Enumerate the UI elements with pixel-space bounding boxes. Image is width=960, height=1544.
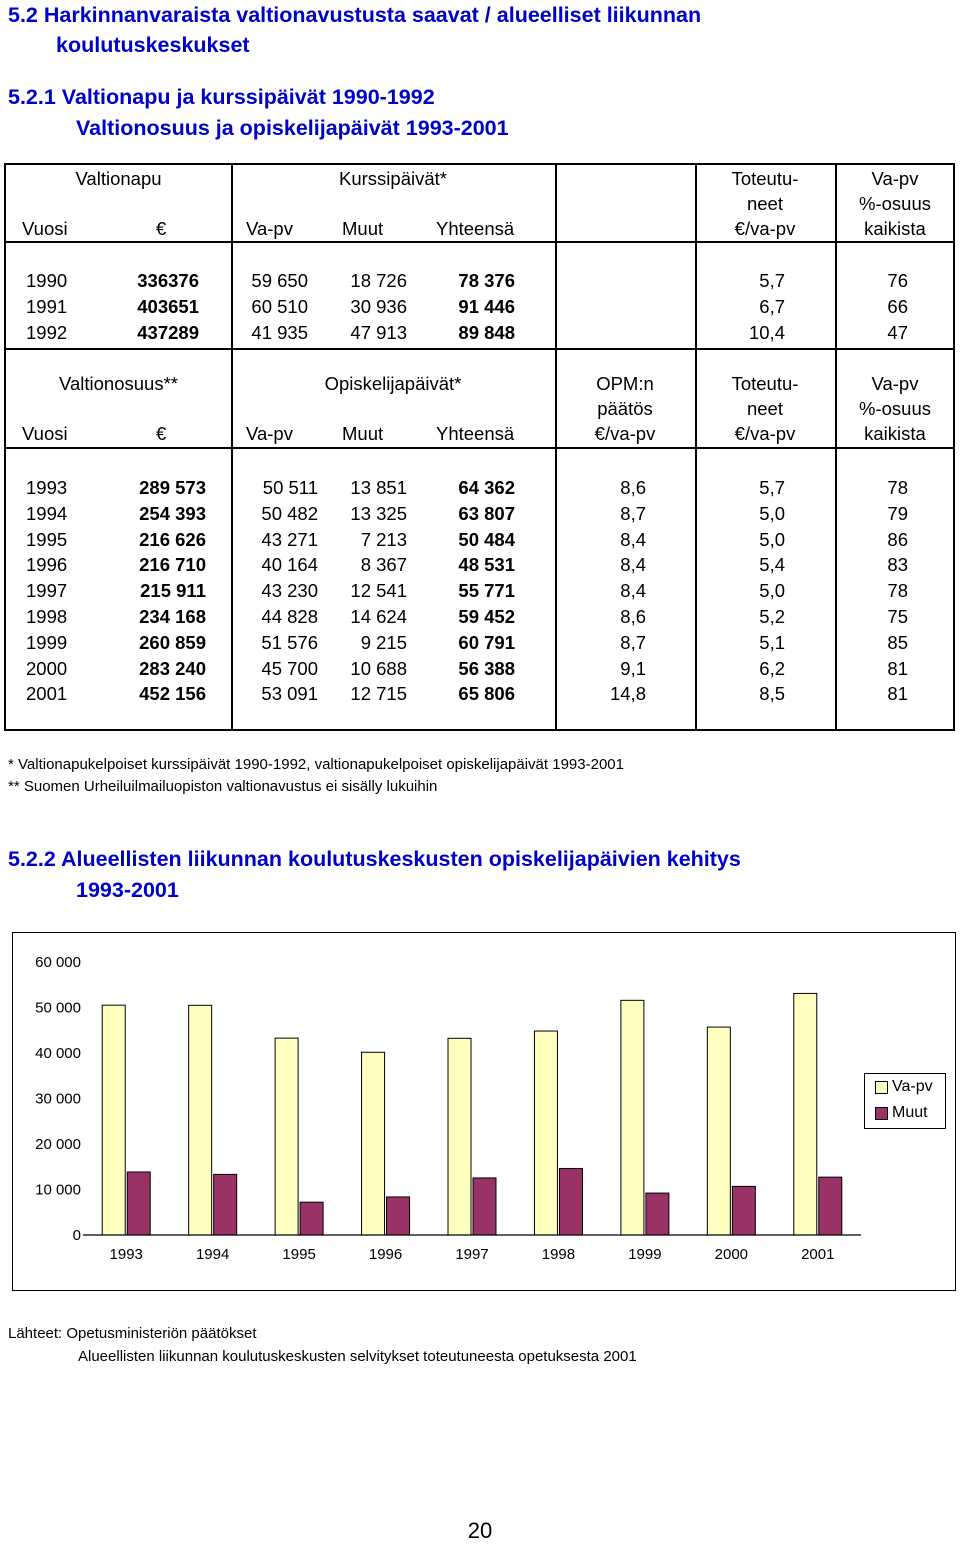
cell-pct: 85 bbox=[887, 631, 908, 653]
cell-opm: 8,6 bbox=[620, 477, 646, 498]
x-tick-label: 2000 bbox=[714, 1246, 749, 1263]
bar-va-pv bbox=[794, 993, 817, 1235]
cell-pct: 78 bbox=[887, 477, 908, 498]
col-group-header: Valtionosuus** bbox=[59, 373, 178, 394]
bar-muut bbox=[646, 1193, 669, 1235]
x-tick-label: 1999 bbox=[628, 1246, 662, 1263]
cell-year: 1992 bbox=[26, 322, 68, 343]
col-group-header: %-osuus bbox=[859, 398, 931, 419]
y-tick-label: 10 000 bbox=[35, 1181, 81, 1199]
cell-euro: 336376 bbox=[137, 270, 199, 291]
cell-pct: 47 bbox=[887, 322, 908, 343]
cell-pct: 83 bbox=[887, 554, 908, 576]
cell-muut: 18 726 bbox=[350, 270, 407, 291]
cell-euro: 452 156 bbox=[139, 683, 206, 705]
col-group-header: päätös bbox=[597, 398, 653, 419]
col-group-header: Toteutu- bbox=[731, 373, 799, 394]
subsection-heading-line2: Valtionosuus ja opiskelijapäivät 1993-2001 bbox=[76, 116, 509, 140]
col-group-header: Va-pv bbox=[871, 373, 919, 394]
cell-year: 1990 bbox=[26, 270, 68, 291]
col-group-header: Toteutu- bbox=[731, 168, 799, 189]
legend-swatch bbox=[875, 1081, 888, 1094]
cell-pct: 79 bbox=[887, 502, 908, 524]
bar-muut bbox=[300, 1202, 323, 1235]
col-header: € bbox=[156, 423, 167, 444]
legend-label: Muut bbox=[892, 1104, 928, 1121]
cell-muut: 8 367 bbox=[360, 554, 407, 576]
cell-opm: 8,7 bbox=[620, 631, 646, 653]
cell-yhteensa: 63 807 bbox=[458, 502, 515, 524]
bar-va-pv bbox=[189, 1005, 212, 1235]
cell-vapv: 43 230 bbox=[261, 580, 318, 602]
bar-muut bbox=[214, 1174, 237, 1235]
col-group-header: Opiskelijapäivät* bbox=[324, 373, 462, 394]
col-header: Yhteensä bbox=[436, 218, 515, 239]
cell-vapv: 40 164 bbox=[261, 554, 318, 576]
cell-muut: 14 624 bbox=[350, 606, 407, 627]
cell-vapv: 50 511 bbox=[262, 477, 318, 498]
cell-euro: 234 168 bbox=[139, 606, 206, 627]
cell-toteutuneet: 8,5 bbox=[759, 683, 785, 705]
cell-pct: 66 bbox=[887, 296, 908, 317]
cell-year: 1991 bbox=[26, 296, 68, 317]
col-group-header: neet bbox=[746, 193, 783, 214]
cell-muut: 30 936 bbox=[350, 296, 407, 317]
cell-muut: 13 325 bbox=[350, 502, 407, 524]
cell-yhteensa: 55 771 bbox=[458, 580, 515, 602]
sources-line2: Alueellisten liikunnan koulutuskeskusten selvitykset toteutuneesta opetuksesta 2001 bbox=[78, 1348, 637, 1365]
col-group-header: €/va-pv bbox=[734, 218, 796, 239]
col-header: Yhteensä bbox=[436, 423, 515, 444]
bar-va-pv bbox=[621, 1000, 644, 1235]
data-table bbox=[4, 163, 955, 731]
cell-vapv: 53 091 bbox=[261, 683, 318, 705]
cell-toteutuneet: 5,0 bbox=[759, 502, 785, 524]
subsection-heading bbox=[8, 82, 509, 144]
cell-toteutuneet: 5,1 bbox=[759, 631, 785, 653]
cell-euro: 289 573 bbox=[139, 477, 206, 498]
cell-yhteensa: 59 452 bbox=[458, 606, 515, 627]
col-group-header: €/va-pv bbox=[594, 423, 656, 444]
cell-opm: 8,6 bbox=[620, 606, 646, 627]
cell-vapv: 59 650 bbox=[251, 270, 308, 291]
cell-toteutuneet: 10,4 bbox=[748, 322, 785, 343]
cell-muut: 12 541 bbox=[350, 580, 407, 602]
cell-yhteensa: 64 362 bbox=[458, 477, 515, 498]
cell-euro: 403651 bbox=[137, 296, 199, 317]
subsection-heading-line1: 5.2.1 Valtionapu ja kurssipäivät 1990-1992 bbox=[8, 85, 435, 109]
x-tick-label: 2001 bbox=[801, 1246, 835, 1263]
section-heading-line2: koulutuskeskukset bbox=[56, 33, 250, 57]
col-group-header: neet bbox=[746, 398, 783, 419]
sources bbox=[8, 1322, 637, 1368]
col-group-header: %-osuus bbox=[859, 193, 931, 214]
col-group-header: Va-pv bbox=[871, 168, 919, 189]
cell-pct: 81 bbox=[887, 657, 908, 679]
col-header: Va-pv bbox=[246, 423, 293, 444]
cell-toteutuneet: 5,0 bbox=[759, 580, 785, 602]
chart-heading-line1: 5.2.2 Alueellisten liikunnan koulutuskeskusten opiskelijapäivien kehitys bbox=[8, 847, 741, 871]
cell-euro: 437289 bbox=[137, 322, 199, 343]
cell-toteutuneet: 6,7 bbox=[759, 296, 785, 317]
col-header: Vuosi bbox=[22, 423, 68, 444]
col-header: Va-pv bbox=[246, 218, 293, 239]
cell-toteutuneet: 6,2 bbox=[759, 657, 785, 679]
cell-pct: 75 bbox=[887, 606, 908, 627]
cell-opm: 8,4 bbox=[620, 554, 646, 576]
cell-pct: 76 bbox=[887, 270, 908, 291]
cell-toteutuneet: 5,7 bbox=[759, 477, 785, 498]
cell-muut: 12 715 bbox=[350, 683, 407, 705]
table-divider bbox=[6, 447, 953, 449]
cell-vapv: 45 700 bbox=[261, 657, 318, 679]
cell-yhteensa: 60 791 bbox=[458, 631, 515, 653]
section-heading-line1: 5.2 Harkinnanvaraista valtionavustusta saavat / alueelliset liikunnan bbox=[8, 3, 702, 27]
cell-euro: 216 626 bbox=[139, 528, 206, 550]
y-tick-label: 20 000 bbox=[35, 1136, 81, 1153]
cell-yhteensa: 50 484 bbox=[458, 528, 515, 550]
cell-year: 1994 bbox=[26, 502, 68, 524]
bar-va-pv bbox=[448, 1038, 471, 1235]
cell-year: 1999 bbox=[26, 631, 68, 653]
col-group-header: kaikista bbox=[864, 218, 926, 239]
legend-swatch bbox=[875, 1107, 888, 1120]
cell-year: 1993 bbox=[26, 477, 68, 498]
cell-muut: 47 913 bbox=[350, 322, 407, 343]
sources-line1: Lähteet: Opetusministeriön päätökset bbox=[8, 1325, 257, 1342]
col-header: Muut bbox=[342, 423, 384, 444]
footnotes bbox=[8, 754, 624, 798]
col-group-header: €/va-pv bbox=[734, 423, 796, 444]
bar-va-pv bbox=[362, 1052, 385, 1235]
bar-va-pv bbox=[275, 1038, 298, 1235]
col-group-header: Valtionapu bbox=[75, 168, 162, 189]
bar-va-pv bbox=[534, 1031, 557, 1235]
bar-muut bbox=[473, 1178, 496, 1235]
cell-muut: 7 213 bbox=[360, 528, 407, 550]
footnote: ** Suomen Urheiluilmailuopiston valtionavustus ei sisälly lukuihin bbox=[8, 778, 438, 795]
page-number: 20 bbox=[467, 1518, 493, 1543]
bar-va-pv bbox=[707, 1027, 730, 1235]
bar-va-pv bbox=[102, 1005, 125, 1235]
footnote: * Valtionapukelpoiset kurssipäivät 1990-1992, valtionapukelpoiset opiskelijapäivät 1993-2001 bbox=[8, 756, 624, 773]
cell-pct: 78 bbox=[887, 580, 908, 602]
cell-year: 1995 bbox=[26, 528, 68, 550]
cell-vapv: 50 482 bbox=[261, 502, 318, 524]
chart-heading bbox=[8, 844, 741, 906]
legend-item bbox=[875, 1077, 933, 1097]
cell-euro: 216 710 bbox=[139, 554, 206, 576]
cell-yhteensa: 91 446 bbox=[458, 296, 515, 317]
cell-euro: 254 393 bbox=[139, 502, 206, 524]
legend-label: Va-pv bbox=[892, 1078, 933, 1095]
y-tick-label: 30 000 bbox=[35, 1090, 81, 1108]
cell-opm: 14,8 bbox=[609, 683, 646, 705]
cell-euro: 215 911 bbox=[140, 580, 206, 602]
cell-toteutuneet: 5,2 bbox=[759, 606, 785, 627]
cell-yhteensa: 89 848 bbox=[458, 322, 515, 343]
bar-chart bbox=[13, 933, 957, 1292]
cell-yhteensa: 78 376 bbox=[458, 270, 515, 291]
cell-year: 1998 bbox=[26, 606, 68, 627]
cell-muut: 10 688 bbox=[350, 657, 407, 679]
section-heading bbox=[8, 0, 701, 60]
cell-muut: 13 851 bbox=[350, 477, 407, 498]
bar-muut bbox=[732, 1186, 755, 1235]
x-tick-label: 1998 bbox=[541, 1246, 576, 1263]
chart-frame bbox=[12, 932, 956, 1291]
bar-muut bbox=[387, 1197, 410, 1235]
col-group-header: Kurssipäivät* bbox=[339, 168, 447, 189]
col-header: Vuosi bbox=[22, 218, 68, 239]
cell-opm: 8,7 bbox=[620, 502, 646, 524]
cell-year: 2000 bbox=[26, 657, 68, 679]
legend-item bbox=[875, 1103, 928, 1123]
cell-toteutuneet: 5,4 bbox=[759, 554, 785, 576]
y-tick-label: 50 000 bbox=[35, 999, 81, 1017]
chart-legend bbox=[864, 1073, 946, 1129]
x-tick-label: 1993 bbox=[109, 1246, 143, 1263]
cell-year: 1997 bbox=[26, 580, 68, 602]
cell-muut: 9 215 bbox=[360, 631, 407, 653]
cell-vapv: 43 271 bbox=[261, 528, 318, 550]
y-tick-label: 0 bbox=[72, 1227, 81, 1244]
chart-heading-line2: 1993-2001 bbox=[76, 878, 179, 902]
bar-muut bbox=[819, 1177, 842, 1235]
cell-yhteensa: 48 531 bbox=[458, 554, 515, 576]
col-group-header: kaikista bbox=[864, 423, 926, 444]
cell-yhteensa: 56 388 bbox=[458, 657, 515, 679]
cell-vapv: 41 935 bbox=[251, 322, 308, 343]
bar-muut bbox=[559, 1168, 582, 1235]
cell-year: 2001 bbox=[26, 683, 68, 705]
cell-toteutuneet: 5,7 bbox=[759, 270, 785, 291]
col-header: Muut bbox=[342, 218, 384, 239]
x-tick-label: 1995 bbox=[282, 1246, 316, 1263]
table-divider bbox=[6, 348, 953, 350]
cell-pct: 81 bbox=[887, 683, 908, 705]
cell-opm: 9,1 bbox=[620, 657, 646, 679]
y-tick-label: 60 000 bbox=[35, 954, 81, 971]
x-tick-label: 1994 bbox=[195, 1246, 230, 1263]
cell-year: 1996 bbox=[26, 554, 68, 576]
y-tick-label: 40 000 bbox=[35, 1045, 81, 1062]
cell-toteutuneet: 5,0 bbox=[759, 528, 785, 550]
cell-opm: 8,4 bbox=[620, 528, 646, 550]
bar-muut bbox=[127, 1172, 150, 1235]
col-group-header: OPM:n bbox=[596, 373, 654, 394]
cell-euro: 260 859 bbox=[139, 631, 206, 653]
x-tick-label: 1996 bbox=[368, 1246, 403, 1263]
cell-yhteensa: 65 806 bbox=[458, 683, 515, 705]
cell-pct: 86 bbox=[887, 528, 908, 550]
cell-vapv: 60 510 bbox=[251, 296, 308, 317]
cell-vapv: 51 576 bbox=[261, 631, 318, 653]
table-divider bbox=[6, 241, 953, 243]
cell-vapv: 44 828 bbox=[261, 606, 318, 627]
cell-opm: 8,4 bbox=[620, 580, 646, 602]
x-tick-label: 1997 bbox=[455, 1246, 489, 1263]
col-header: € bbox=[156, 218, 167, 239]
cell-euro: 283 240 bbox=[139, 657, 206, 679]
